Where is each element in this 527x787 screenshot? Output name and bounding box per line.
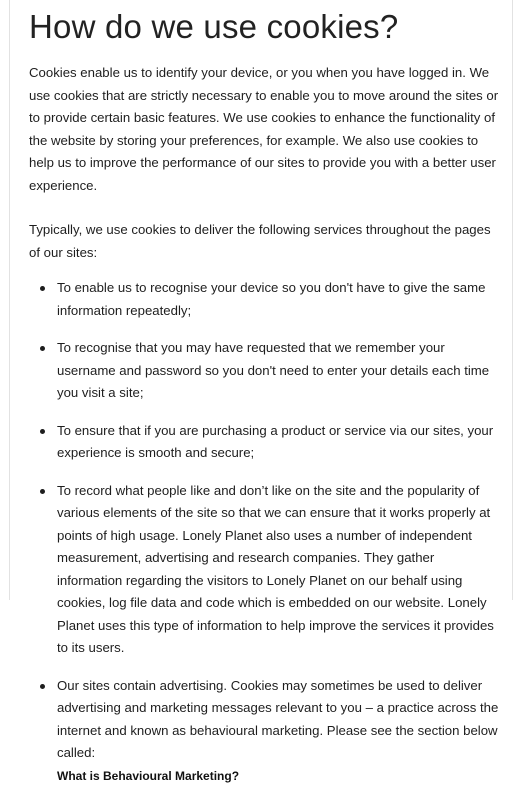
list-item-text: To enable us to recognise your device so you don't have to give the same information repeatedly;: [57, 280, 485, 318]
page-title: How do we use cookies?: [29, 0, 503, 46]
list-item: [29, 420, 503, 465]
list-item-text: To record what people like and don’t like on the site and the popularity of various elements of the site so that we can ensure that it works properly at points of high usage. Lonely Planet also uses a number of independent measurement, advertising and research companies. They gather information regarding the visitors to Lonely Planet on our behalf using cookies, log file data and code which is embedded on our website. Lonely Planet uses this type of information to help improve the services it provides to its users.: [57, 483, 494, 656]
list-item-text: Our sites contain advertising. Cookies may sometimes be used to deliver advertising and marketing messages relevant to you – a practice across the internet and known as behavioural marketing. Please see the section below called:: [57, 678, 498, 761]
intro-paragraph: Cookies enable us to identify your device, or you when you have logged in. We use cookies that are strictly necessary to enable you to move around the sites or to provide certain basic features. We use cookies to enhance the functionality of the website by storing your preferences, for example. We also use cookies to help us to improve the performance of our sites to provide you with a better user experience.: [29, 62, 503, 197]
list-item: [29, 277, 503, 322]
list-item-text: To recognise that you may have requested that we remember your username and password so you don't need to enter your details each time you visit a site;: [57, 340, 489, 400]
right-divider: [512, 0, 513, 600]
left-divider: [9, 0, 10, 600]
list-item-text: To ensure that if you are purchasing a product or service via our sites, your experience is smooth and secure;: [57, 423, 493, 461]
bullet-icon: [40, 429, 45, 434]
list-item: [29, 337, 503, 405]
services-intro-paragraph: Typically, we use cookies to deliver the following services throughout the pages of our sites:: [29, 219, 503, 264]
list-item: [29, 675, 503, 787]
bullet-icon: [40, 346, 45, 351]
services-list: [29, 277, 503, 787]
bullet-icon: [40, 684, 45, 689]
behavioural-marketing-link[interactable]: What is Behavioural Marketing?: [57, 769, 239, 783]
bullet-icon: [40, 286, 45, 291]
bullet-icon: [40, 489, 45, 494]
list-item: [29, 480, 503, 660]
